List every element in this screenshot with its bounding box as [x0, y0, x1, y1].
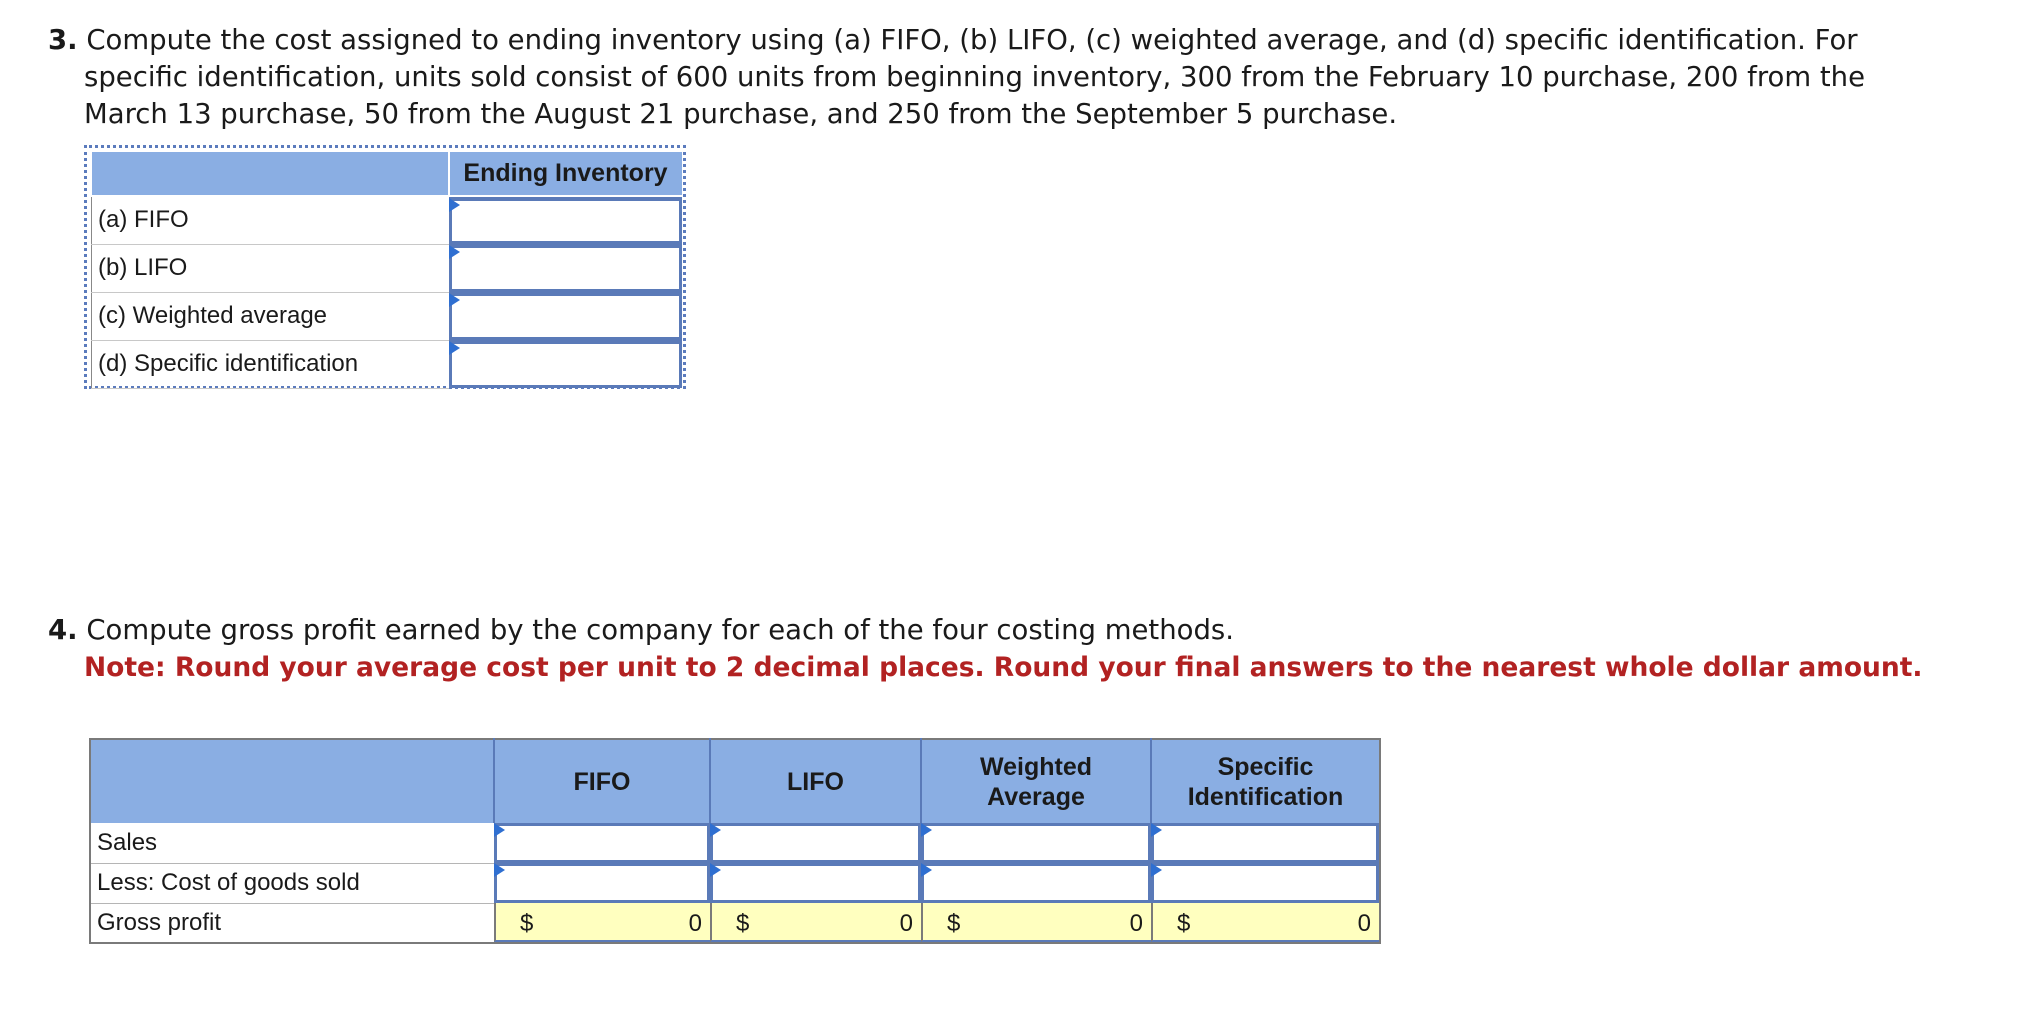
rounding-note: Note: Round your average cost per unit to 2 decimal places. Round your final answers to the nearest whole dollar amount. — [84, 652, 1923, 683]
question-number: 3. — [48, 24, 78, 56]
column-header-weighted-average: Weighted Average — [921, 739, 1151, 823]
column-header-ending-inventory: Ending Inventory — [449, 152, 682, 196]
sales-specific-identification-input[interactable] — [1151, 823, 1379, 863]
column-header-specific-identification: Specific Identification — [1151, 739, 1380, 823]
sales-weighted-average-input[interactable] — [921, 823, 1151, 863]
input-marker-icon — [1151, 863, 1162, 877]
gross-profit-table — [89, 738, 1381, 944]
header-blank-cell — [92, 152, 449, 196]
gross-profit-weighted-average-value: $ 0 — [921, 903, 1151, 942]
table-row — [90, 903, 1380, 943]
input-marker-icon — [1151, 823, 1162, 837]
sales-fifo-input[interactable] — [494, 823, 710, 863]
question-text-line: Compute gross profit earned by the company for each of the four costing methods. — [86, 614, 1234, 646]
ending-inventory-weighted-average-input[interactable] — [449, 292, 682, 340]
cogs-lifo-input[interactable] — [710, 863, 921, 903]
row-label-sales: Sales — [90, 823, 494, 863]
input-marker-icon — [921, 823, 932, 837]
row-label-lifo: (b) LIFO — [92, 244, 449, 292]
gross-profit-specific-identification-value: $ 0 — [1151, 903, 1379, 942]
ending-inventory-specific-identification-input[interactable] — [449, 340, 682, 388]
ending-inventory-table-frame — [84, 145, 686, 389]
question-text-line: specific identification, units sold consist of 600 units from beginning inventory, 300 from the February 10 purchase, 200 from the — [84, 61, 1866, 93]
table-row — [92, 196, 682, 244]
input-marker-icon — [449, 245, 460, 259]
question-3 — [48, 22, 1978, 133]
table-row — [90, 823, 1380, 863]
column-header-fifo: FIFO — [494, 739, 710, 823]
gross-profit-fifo-value: $ 0 — [494, 903, 710, 942]
table-row — [90, 863, 1380, 903]
table-row — [92, 292, 682, 340]
question-number: 4. — [48, 614, 78, 646]
input-marker-icon — [449, 293, 460, 307]
table-row — [92, 340, 682, 388]
row-label-gross-profit: Gross profit — [90, 903, 494, 943]
sales-lifo-input[interactable] — [710, 823, 921, 863]
row-label-weighted-average: (c) Weighted average — [92, 292, 449, 340]
header-blank-cell — [90, 739, 494, 823]
input-marker-icon — [710, 823, 721, 837]
table-row — [92, 244, 682, 292]
row-label-specific-identification: (d) Specific identification — [92, 340, 449, 388]
question-text-line: March 13 purchase, 50 from the August 21 purchase, and 250 from the September 5 purchase. — [84, 98, 1398, 130]
ending-inventory-lifo-input[interactable] — [449, 244, 682, 292]
gross-profit-lifo-value: $ 0 — [710, 903, 921, 942]
ending-inventory-table — [91, 152, 682, 389]
column-header-lifo: LIFO — [710, 739, 921, 823]
row-label-cost-of-goods-sold: Less: Cost of goods sold — [90, 863, 494, 903]
input-marker-icon — [449, 198, 460, 212]
table-header-row — [90, 739, 1380, 823]
input-marker-icon — [921, 863, 932, 877]
input-marker-icon — [710, 863, 721, 877]
cogs-specific-identification-input[interactable] — [1151, 863, 1379, 903]
question-text-line: Compute the cost assigned to ending inventory using (a) FIFO, (b) LIFO, (c) weighted average, and (d) specific identification. For — [86, 24, 1858, 56]
cogs-weighted-average-input[interactable] — [921, 863, 1151, 903]
question-4 — [48, 612, 1978, 686]
input-marker-icon — [494, 823, 505, 837]
input-marker-icon — [449, 341, 460, 355]
row-label-fifo: (a) FIFO — [92, 196, 449, 244]
table-header-row — [92, 152, 682, 196]
ending-inventory-fifo-input[interactable] — [449, 197, 682, 244]
cogs-fifo-input[interactable] — [494, 863, 710, 903]
input-marker-icon — [494, 863, 505, 877]
